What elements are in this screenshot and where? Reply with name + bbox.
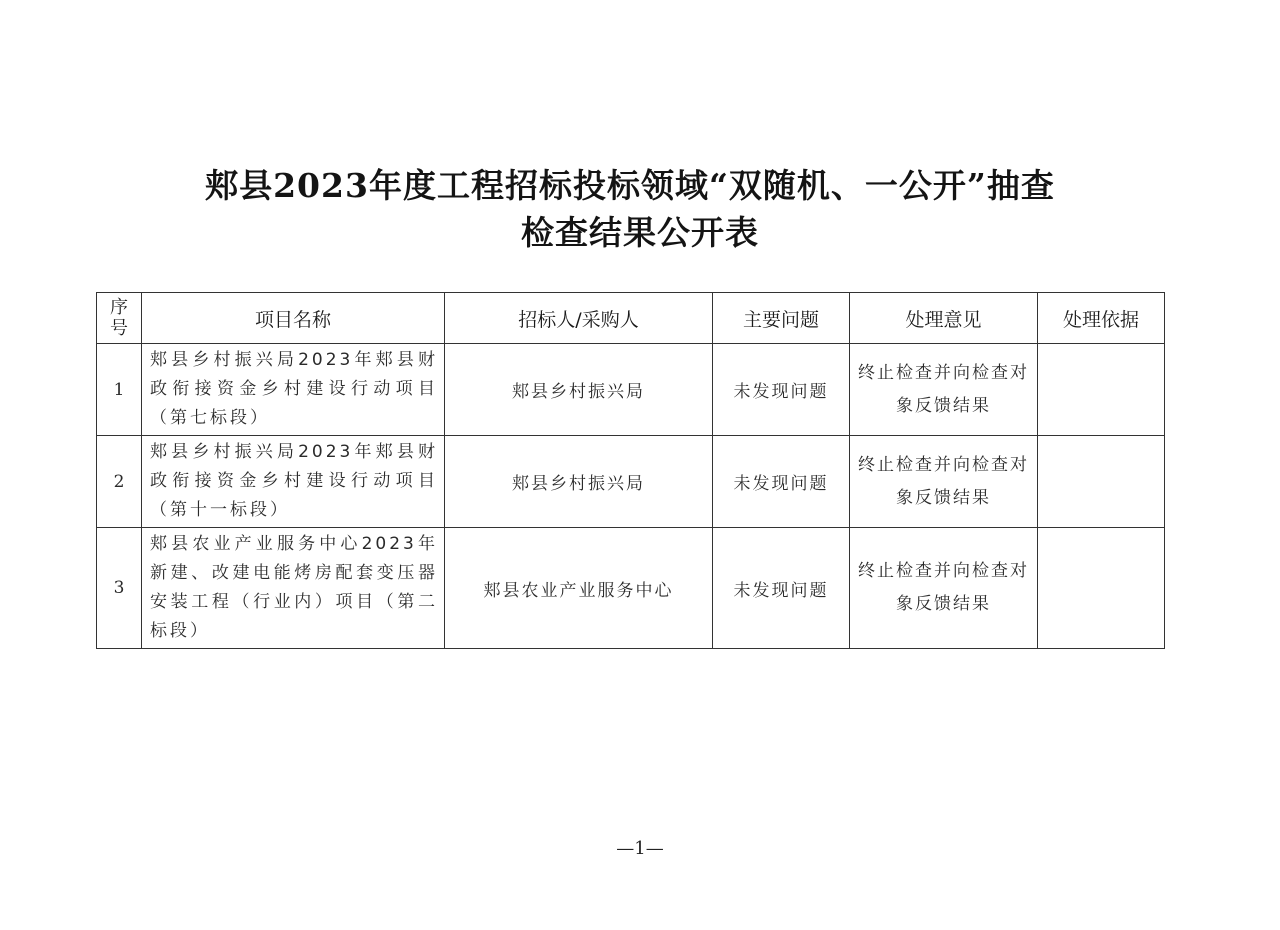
row-main-issue: 未发现问题 [713, 436, 850, 528]
row-project-name: 郏县农业产业服务中心2023年新建、改建电能烤房配套变压器安装工程（行业内）项目（第二标段） [142, 528, 445, 649]
row-main-issue: 未发现问题 [713, 344, 850, 436]
table-row [97, 436, 1165, 528]
row-main-issue: 未发现问题 [713, 528, 850, 649]
row-project-name: 郏县乡村振兴局2023年郏县财政衔接资金乡村建设行动项目（第七标段） [142, 344, 445, 436]
row-opinion: 终止检查并向检查对象反馈结果 [850, 436, 1038, 528]
row-tenderer: 郏县乡村振兴局 [445, 344, 713, 436]
page-number: —1— [616, 838, 664, 859]
row-tenderer: 郏县农业产业服务中心 [445, 528, 713, 649]
table-header-row [97, 293, 1165, 344]
row-opinion: 终止检查并向检查对象反馈结果 [850, 528, 1038, 649]
header-project-name: 项目名称 [142, 293, 445, 344]
header-tenderer: 招标人/采购人 [445, 293, 713, 344]
row-tenderer: 郏县乡村振兴局 [445, 436, 713, 528]
header-seq: 序号 [97, 293, 142, 344]
header-main-issue: 主要问题 [713, 293, 850, 344]
document-title-line1: 郏县2023年度工程招标投标领域“双随机、一公开”抽查 [205, 166, 1055, 205]
row-seq: 1 [97, 344, 142, 436]
header-opinion: 处理意见 [850, 293, 1038, 344]
table-row [97, 528, 1165, 649]
table-row [97, 344, 1165, 436]
row-basis [1038, 436, 1165, 528]
row-project-name: 郏县乡村振兴局2023年郏县财政衔接资金乡村建设行动项目（第十一标段） [142, 436, 445, 528]
row-basis [1038, 528, 1165, 649]
document-title-line2: 检查结果公开表 [521, 213, 759, 252]
row-basis [1038, 344, 1165, 436]
row-seq: 2 [97, 436, 142, 528]
header-basis: 处理依据 [1038, 293, 1165, 344]
row-seq: 3 [97, 528, 142, 649]
results-table [96, 292, 1165, 649]
row-opinion: 终止检查并向检查对象反馈结果 [850, 344, 1038, 436]
